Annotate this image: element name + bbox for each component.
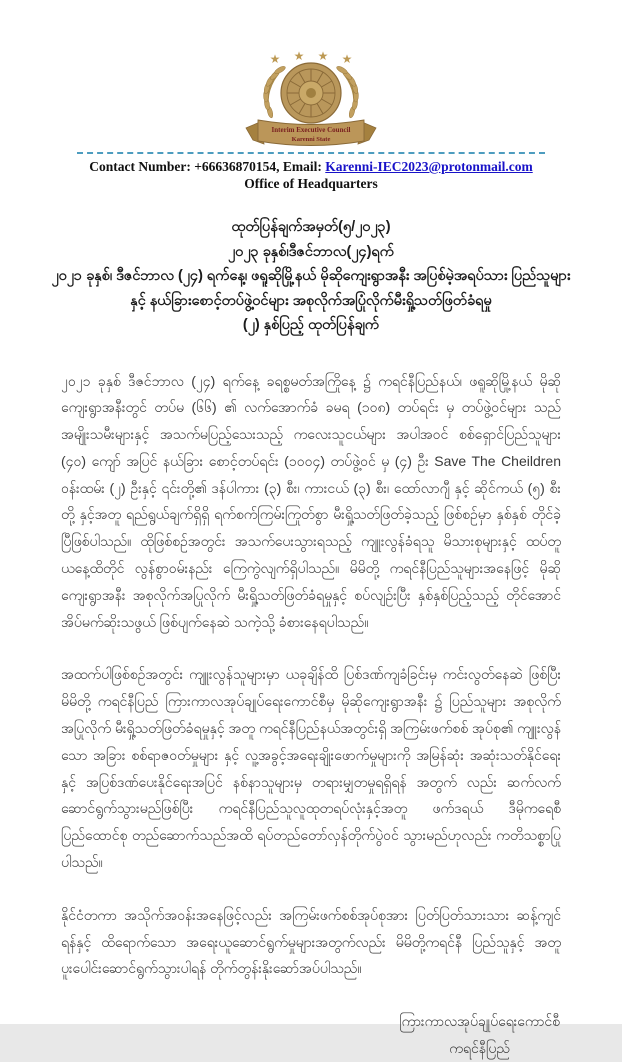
email-link[interactable]: Karenni-IEC2023@protonmail.com bbox=[325, 159, 533, 174]
emblem-icon bbox=[281, 63, 341, 123]
signature-line: ကြားကာလအုပ်ချုပ်ရေးကောင်စီ bbox=[399, 1013, 560, 1030]
star-icon: ★ bbox=[341, 52, 353, 66]
page-title-line: ထုတ်ပြန်ချက်အမှတ်(၅/၂၀၂၃) bbox=[231, 219, 391, 235]
office-line: Office of Headquarters bbox=[244, 176, 378, 191]
body-paragraph: အထက်ပါဖြစ်စဉ်အတွင်း ကျူးလွန်သူများမှာ ယခုချိန်ထိ ပြစ်ဒဏ်ကျခံခြင်းမှ ကင်းလွတ်နေဆဲ ဖြစ်ပြီး မိမိတို့ ကရင်နီပြည် ကြားကာလအုပ်ချုပ်ရေးကောင်စီမှ မိုဆိုကျေးရွာအနီး ၌ ပြည်သူများ အစုလိုက်အပြုလိုက် မီးရှို့သတ်ဖြတ်ခံရမှုနှင့် အတူ ကရင်နီပြည်နယ်အတွင်းရှိ အကြမ်းဖက်စစ် အုပ်စု၏ ကျူးလွန်သော အခြား စစ်ရာဇဝတ်မှုများ နှင့် လူ့အခွင့်အရေးချိုးဖောက်မှုများကို အမြန်ဆုံး အဆုံးသတ်နိုင်ရေးနှင့် အပြစ်ဒဏ်ပေးနိုင်ရေးအပြင် နစ်နာသူများမှ တရားမျှတမှုရရှိရန် အတွက် လည်း ဆက်လက် ဆောင်ရွက်သွားမည်ဖြစ်ပြီး ကရင်နီပြည်သူလူထုတရပ်လုံးနှင့်အတူ ဖက်ဒရယ် ဒီမိုကရေစီ ပြည်ထောင်စု တည်ဆောက်သည်အထိ ရပ်တည်တော်လှန်တိုက်ပွဲဝင် သွားမည်ဟုလည်း ကတိသစ္စာပြုပါသည်။ bbox=[61, 666, 561, 871]
contact-line bbox=[0, 158, 622, 175]
star-icon: ★ bbox=[317, 49, 329, 63]
body-paragraph: ၂၀၂၁ ခုနှစ် ဒီဇင်ဘာလ (၂၄) ရက်နေ့ ခရစ္စမတ်အကြိုနေ့ ၌ ကရင်နီပြည်နယ်၊ ဖရူဆိုမြို့နယ် မိုဆိုကျေးရွာအနီးတွင် တပ်မ (၆၆) ၏ လက်အောက်ခံ ခမရ (၁၀၈) တပ်ရင်း မှ တပ်ဖွဲ့ဝင်များ သည် အမျိုးသမီးများနှင့် အသက်မပြည့်သေးသည့် ကလေးသူငယ်များ အပါအဝင် စစ်ရှောင်ပြည်သူများ (၄၀) ကျော် အပြင် နယ်ခြား စောင့်တပ်ရင်း (၁၀၀၄) တပ်ဖွဲ့ဝင် မှ (၄) ဦး Save The Cheildren ဝန်းထမ်း (၂) ဦးနှင့် ၎င်းတို့၏ ဒန်ပါကား (၃) စီး၊ ကားငယ် (၃) စီး၊ ထော်လာဂျီ နှင့် ဆိုင်ကယ် (၅) စီး တို့ နှင့်အတူ ရည်ရွယ်ချက်ရှိရှိ ရက်စက်ကြမ်းကြုတ်စွာ မီးရှို့သတ်ဖြတ်ခဲ့သည့် ဖြစ်စဉ်မှာ နှစ်နှစ် တိုင်ခဲ့ပြီဖြစ်ပါသည်။ ထိုဖြစ်စဉ်အတွင်း အသက်ပေးသွားရသည့် ကျူးလွန်ခံရသူ မိသားစုများနှင့် ထပ်တူ ယနေ့ထိတိုင် လွန်စွာဝမ်းနည်း ကြေကွဲလျက်ရှိပါသည်။ မိမိတို့ ကရင်နီပြည်သူများအနေဖြင့် မိုဆိုကျေးရွာအနီး အစုလိုက်အပြုလိုက် မီးရှို့သတ်ဖြတ်ခံရမှုနှင့် စပ်လျဉ်းပြီး နှစ်နှစ်ပြည့်သည့် တိုင်အောင် အိပ်မက်ဆိုးသဖွယ် ဖြစ်ပျက်နေဆဲ သကဲ့သို့ ခံစားနေရပါသည်။ bbox=[61, 372, 561, 630]
body-text bbox=[61, 368, 561, 983]
contact-label: Contact Number: +66636870154, Email: bbox=[89, 159, 326, 174]
page-title-line: နှင့် နယ်ခြားစောင့်တပ်ဖွဲ့ဝင်များ အစုလိုက်အပြုံလိုက်မီးရှို့သတ်ဖြတ်ခံရမှု bbox=[130, 292, 492, 309]
page-title-line: ၂၀၂၁ ခုနှစ်၊ ဒီဇင်ဘာလ (၂၄) ရက်နေ့၊ ဖရူဆိုမြို့နယ် မိုဆိုကျေးရွာအနီး အပြစ်မဲ့အရပ်သား ပြည်သူများ bbox=[51, 268, 571, 284]
page-title-line: (၂) နှစ်ပြည့် ထုတ်ပြန်ချက် bbox=[242, 317, 380, 333]
star-icon: ★ bbox=[269, 52, 281, 66]
ribbon-banner bbox=[246, 120, 376, 146]
banner-text-line2: Karenni State bbox=[291, 136, 331, 143]
page-title-line: ၂၀၂၃ ခုနှစ်၊ဒီဇင်ဘာလ(၂၄)ရက် bbox=[228, 243, 394, 260]
dashed-divider bbox=[77, 152, 545, 154]
signature-block bbox=[399, 1008, 560, 1062]
logo-container bbox=[0, 0, 622, 150]
star-icon: ★ bbox=[293, 49, 305, 63]
body-paragraph: နိုင်ငံတကာ အသိုက်အဝန်းအနေဖြင့်လည်း အကြမ်းဖက်စစ်အုပ်စုအား ပြတ်ပြတ်သားသား ဆန့်ကျင်ရန်နှင့် ထိရောက်သော အရေးယူဆောင်ရွက်မှုများအတွက်လည်း မိမိတို့ကရင်နီ ပြည်သူနှင့် အတူ ပူးပေါင်းဆောင်ရွက်သွားပါရန် တိုက်တွန်းနိုးဆော်အပ်ပါသည်။ bbox=[61, 906, 561, 977]
banner-text-line1: Interim Executive Council bbox=[271, 126, 351, 134]
org-logo bbox=[236, 48, 386, 150]
signature-line: ကရင်နီပြည် bbox=[449, 1040, 510, 1057]
title-block bbox=[0, 215, 622, 338]
